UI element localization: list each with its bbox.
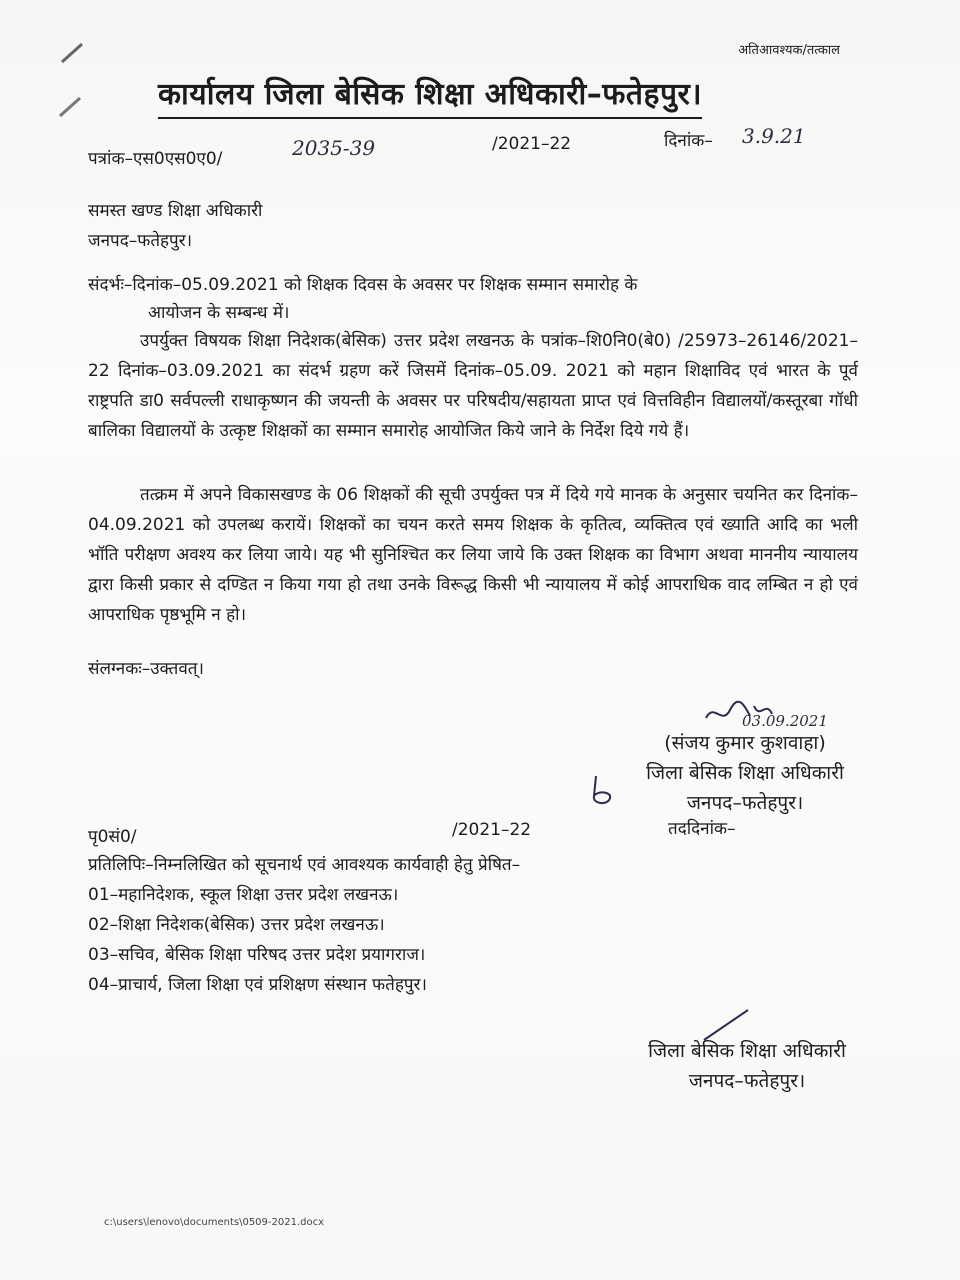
copy-intro: प्रतिलिपिः–निम्नलिखित को सूचनार्थ एवं आवश्यक कार्यवाही हेतु प्रेषित– bbox=[88, 855, 521, 875]
copy-list bbox=[88, 850, 520, 1000]
signature-block-2 bbox=[612, 1036, 882, 1096]
staple-pin-icon bbox=[54, 40, 94, 140]
signatory-designation-2: जिला बेसिक शिक्षा अधिकारी bbox=[648, 1040, 846, 1062]
signature-block-1 bbox=[610, 728, 880, 818]
signatory-district: जनपद–फतेहपुर। bbox=[686, 792, 804, 814]
signatory-name: (संजय कुमार कुशवाहा) bbox=[664, 732, 826, 754]
letter-year: /2021–22 bbox=[492, 134, 572, 154]
body-paragraph-2: तत्क्रम में अपने विकासखण्ड के 06 शिक्षकों की सूची उपर्युक्त पत्र में दिये गये मानक के अनुसार चयनित कर दिनांक–04.09.2021 को उपलब्ध करायें। शिक्षकों का चयन करते समय शिक्षक के कृतित्व, व्यक्तित्व एवं ख्याति आदि का भली भॉति परीक्षण अवश्य कर लिया जाये। यह भी सुनिश्चित कर लिया जाये कि उक्त शिक्षक का विभाग अथवा माननीय न्यायालय द्वारा किसी प्रकार से दण्डित न किया गया हो तथा उनके विरूद्ध किसी भी न्यायालय में कोई आपराधिक वाद लम्बित न हो एवं आपराधिक पृष्ठभूमि न हो। bbox=[88, 485, 858, 625]
list-item: 04–प्राचार्य, जिला शिक्षा एवं प्रशिक्षण संस्थान फतेहपुर। bbox=[88, 975, 427, 995]
list-item: 03–सचिव, बेसिक शिक्षा परिषद उत्तर प्रदेश प्रयागराज। bbox=[88, 945, 426, 965]
list-item: 01–महानिदेशक, स्कूल शिक्षा उत्तर प्रदेश लखनऊ। bbox=[88, 885, 399, 905]
recipient-line1: समस्त खण्ड शिक्षा अधिकारी bbox=[88, 201, 263, 221]
patrank-number: 2035-39 bbox=[292, 136, 376, 160]
copy-year: /2021–22 bbox=[452, 820, 532, 840]
recipient-line2: जनपद–फतेहपुर। bbox=[88, 231, 193, 251]
urgency-label: अतिआवश्यक/तत्काल bbox=[738, 43, 840, 58]
reference-line1: संदर्भः–दिनांक–05.09.2021 को शिक्षक दिवस के अवसर पर शिक्षक सम्मान समारोह के bbox=[88, 275, 638, 295]
file-path-footer: c:\users\lenovo\documents\0509-2021.docx bbox=[104, 1217, 325, 1228]
list-item: 02–शिक्षा निदेशक(बेसिक) उत्तर प्रदेश लखनऊ। bbox=[88, 915, 385, 935]
reference-line2: आयोजन के सम्बन्ध में। bbox=[148, 303, 290, 323]
patrank-label: पत्रांक–एस0एस0ए0/ bbox=[88, 149, 223, 169]
same-date-label: तददिनांक– bbox=[668, 819, 736, 839]
signatory-designation: जिला बेसिक शिक्षा अधिकारी bbox=[646, 762, 844, 784]
signature-handwritten-date: 03.09.2021 bbox=[742, 712, 828, 730]
signatory-district-2: जनपद–फतेहपुर। bbox=[688, 1070, 806, 1092]
date-label: दिनांक– bbox=[664, 131, 713, 151]
prishthankan-number: पृ0सं0/ bbox=[88, 827, 137, 847]
enclosure-line: संलग्नकः–उक्तवत्। bbox=[88, 659, 204, 679]
body-paragraph-1: उपर्युक्त विषयक शिक्षा निदेशक(बेसिक) उत्तर प्रदेश लखनऊ के पत्रांक–शि0नि0(बे0) /25973–26146/2021–22 दिनांक–03.09.2021 का संदर्भ ग्रहण करें जिसमें दिनांक–05.09. 2021 को महान शिक्षाविद एवं भारत के पूर्व राष्ट्रपति डा0 सर्वपल्ली राधाकृष्णन की जयन्ती के अवसर पर परिषदीय/सहायता प्राप्त एवं वित्तविहीन विद्यालयों/कस्तूरबा गॉधी बालिका विद्यालयों के उत्कृष्ट शिक्षकों का सम्मान समारोह आयोजित किये जाने के निर्देश दिये गये हैं। bbox=[88, 331, 858, 441]
date-value: 3.9.21 bbox=[742, 124, 806, 148]
office-title: कार्यालय जिला बेसिक शिक्षा अधिकारी–फतेहपुर। bbox=[158, 72, 702, 119]
